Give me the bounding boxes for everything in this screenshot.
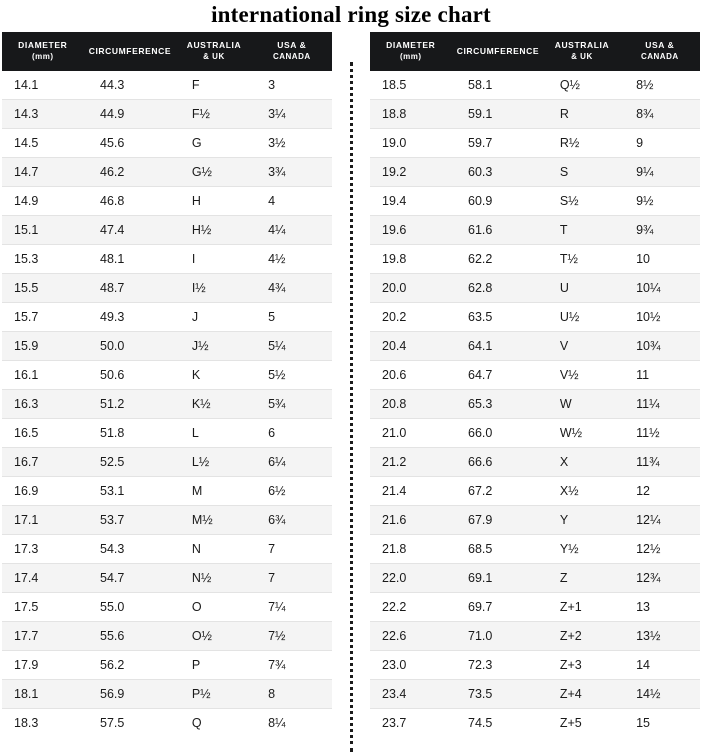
cell-diameter: 23.7 xyxy=(370,709,452,738)
cell-diameter: 16.5 xyxy=(2,419,84,448)
right-table-head xyxy=(370,32,700,71)
cell-diameter: 21.4 xyxy=(370,477,452,506)
cell-circumference: 69.7 xyxy=(452,593,544,622)
table-row xyxy=(370,187,700,216)
cell-australia-uk: G xyxy=(176,129,252,158)
page-title: international ring size chart xyxy=(211,2,491,27)
table-row xyxy=(2,564,332,593)
cell-diameter: 22.2 xyxy=(370,593,452,622)
cell-usa-canada: 9½ xyxy=(620,187,699,216)
cell-circumference: 50.0 xyxy=(84,332,176,361)
cell-usa-canada: 10½ xyxy=(620,303,699,332)
cell-circumference: 46.2 xyxy=(84,158,176,187)
cell-diameter: 19.0 xyxy=(370,129,452,158)
cell-diameter: 20.2 xyxy=(370,303,452,332)
cell-diameter: 16.3 xyxy=(2,390,84,419)
table-row xyxy=(370,535,700,564)
column-header-diameter xyxy=(2,32,84,71)
table-row xyxy=(370,680,700,709)
cell-circumference: 66.0 xyxy=(452,419,544,448)
table-row xyxy=(2,187,332,216)
cell-australia-uk: I xyxy=(176,245,252,274)
table-row xyxy=(370,651,700,680)
left-table-head xyxy=(2,32,332,71)
table-row xyxy=(370,361,700,390)
cell-diameter: 15.9 xyxy=(2,332,84,361)
cell-australia-uk: S½ xyxy=(544,187,620,216)
table-row xyxy=(2,361,332,390)
column-header-circumference xyxy=(84,32,176,71)
cell-australia-uk: W xyxy=(544,390,620,419)
right-size-table xyxy=(370,32,700,737)
cell-circumference: 45.6 xyxy=(84,129,176,158)
cell-usa-canada: 8½ xyxy=(620,71,699,100)
cell-circumference: 59.1 xyxy=(452,100,544,129)
cell-diameter: 17.1 xyxy=(2,506,84,535)
cell-usa-canada: 11¼ xyxy=(620,390,699,419)
table-row xyxy=(370,245,700,274)
cell-diameter: 15.7 xyxy=(2,303,84,332)
cell-diameter: 14.1 xyxy=(2,71,84,100)
table-row xyxy=(370,71,700,100)
cell-circumference: 54.3 xyxy=(84,535,176,564)
cell-usa-canada: 7¼ xyxy=(252,593,331,622)
cell-usa-canada: 12¼ xyxy=(620,506,699,535)
cell-usa-canada: 7 xyxy=(252,535,331,564)
column-header-circumference-label: CIRCUMFERENCE xyxy=(456,45,540,56)
cell-usa-canada: 7¾ xyxy=(252,651,331,680)
table-row xyxy=(2,100,332,129)
cell-australia-uk: R½ xyxy=(544,129,620,158)
cell-usa-canada: 9¾ xyxy=(620,216,699,245)
cell-australia-uk: J½ xyxy=(176,332,252,361)
cell-usa-canada: 8¼ xyxy=(252,709,331,738)
cell-circumference: 62.2 xyxy=(452,245,544,274)
cell-diameter: 17.3 xyxy=(2,535,84,564)
table-header-row xyxy=(2,32,332,71)
table-row xyxy=(370,709,700,738)
cell-usa-canada: 9¼ xyxy=(620,158,699,187)
cell-diameter: 14.3 xyxy=(2,100,84,129)
column-header-circumference xyxy=(452,32,544,71)
table-row xyxy=(2,390,332,419)
cell-diameter: 20.4 xyxy=(370,332,452,361)
left-size-table xyxy=(2,32,332,737)
cell-circumference: 68.5 xyxy=(452,535,544,564)
column-header-diameter-unit: (mm) xyxy=(399,52,422,61)
table-row xyxy=(2,419,332,448)
cell-circumference: 71.0 xyxy=(452,622,544,651)
column-header-canada-label: CANADA xyxy=(272,52,311,61)
cell-circumference: 56.2 xyxy=(84,651,176,680)
table-row xyxy=(2,303,332,332)
cell-australia-uk: I½ xyxy=(176,274,252,303)
cell-diameter: 19.8 xyxy=(370,245,452,274)
cell-australia-uk: V xyxy=(544,332,620,361)
cell-circumference: 60.9 xyxy=(452,187,544,216)
cell-australia-uk: O xyxy=(176,593,252,622)
table-row xyxy=(2,622,332,651)
cell-australia-uk: M½ xyxy=(176,506,252,535)
cell-australia-uk: L xyxy=(176,419,252,448)
cell-usa-canada: 4¼ xyxy=(252,216,331,245)
cell-usa-canada: 5¾ xyxy=(252,390,331,419)
cell-usa-canada: 7½ xyxy=(252,622,331,651)
table-row xyxy=(370,303,700,332)
column-header-australia-label: AUSTRALIA xyxy=(186,40,242,50)
table-row xyxy=(370,419,700,448)
dotted-line xyxy=(350,62,353,752)
cell-australia-uk: N½ xyxy=(176,564,252,593)
cell-australia-uk: X xyxy=(544,448,620,477)
cell-circumference: 51.8 xyxy=(84,419,176,448)
table-row xyxy=(370,129,700,158)
cell-circumference: 52.5 xyxy=(84,448,176,477)
cell-usa-canada: 6¼ xyxy=(252,448,331,477)
cell-circumference: 59.7 xyxy=(452,129,544,158)
column-header-circumference-label: CIRCUMFERENCE xyxy=(88,45,172,56)
cell-australia-uk: L½ xyxy=(176,448,252,477)
table-row xyxy=(2,651,332,680)
cell-circumference: 48.1 xyxy=(84,245,176,274)
cell-diameter: 14.5 xyxy=(2,129,84,158)
cell-diameter: 23.0 xyxy=(370,651,452,680)
cell-circumference: 73.5 xyxy=(452,680,544,709)
cell-australia-uk: O½ xyxy=(176,622,252,651)
cell-diameter: 17.7 xyxy=(2,622,84,651)
cell-usa-canada: 8 xyxy=(252,680,331,709)
right-table-wrapper xyxy=(370,32,700,737)
cell-usa-canada: 13 xyxy=(620,593,699,622)
cell-australia-uk: F½ xyxy=(176,100,252,129)
cell-diameter: 15.1 xyxy=(2,216,84,245)
cell-australia-uk: J xyxy=(176,303,252,332)
cell-circumference: 60.3 xyxy=(452,158,544,187)
table-row xyxy=(2,71,332,100)
cell-australia-uk: Z xyxy=(544,564,620,593)
cell-circumference: 64.1 xyxy=(452,332,544,361)
cell-usa-canada: 11 xyxy=(620,361,699,390)
cell-circumference: 46.8 xyxy=(84,187,176,216)
cell-diameter: 14.7 xyxy=(2,158,84,187)
cell-australia-uk: H xyxy=(176,187,252,216)
table-row xyxy=(370,216,700,245)
cell-australia-uk: S xyxy=(544,158,620,187)
cell-diameter: 17.4 xyxy=(2,564,84,593)
cell-usa-canada: 12 xyxy=(620,477,699,506)
cell-diameter: 18.8 xyxy=(370,100,452,129)
table-row xyxy=(370,622,700,651)
cell-diameter: 15.3 xyxy=(2,245,84,274)
tables-container xyxy=(0,32,702,752)
cell-diameter: 14.9 xyxy=(2,187,84,216)
cell-diameter: 21.0 xyxy=(370,419,452,448)
cell-diameter: 20.6 xyxy=(370,361,452,390)
table-row xyxy=(370,448,700,477)
cell-australia-uk: Y½ xyxy=(544,535,620,564)
table-row xyxy=(370,158,700,187)
table-row xyxy=(2,680,332,709)
vertical-divider xyxy=(347,32,355,752)
table-row xyxy=(2,158,332,187)
cell-diameter: 21.2 xyxy=(370,448,452,477)
cell-circumference: 48.7 xyxy=(84,274,176,303)
table-row xyxy=(2,593,332,622)
table-row xyxy=(370,506,700,535)
cell-circumference: 53.1 xyxy=(84,477,176,506)
cell-diameter: 15.5 xyxy=(2,274,84,303)
cell-australia-uk: H½ xyxy=(176,216,252,245)
cell-circumference: 72.3 xyxy=(452,651,544,680)
cell-usa-canada: 10 xyxy=(620,245,699,274)
column-header-uk-label: & UK xyxy=(571,52,593,61)
column-header-usa-label: USA & xyxy=(277,40,307,50)
cell-circumference: 56.9 xyxy=(84,680,176,709)
cell-usa-canada: 13½ xyxy=(620,622,699,651)
cell-circumference: 55.0 xyxy=(84,593,176,622)
cell-australia-uk: N xyxy=(176,535,252,564)
column-header-uk-label: & UK xyxy=(203,52,225,61)
cell-circumference: 64.7 xyxy=(452,361,544,390)
cell-australia-uk: X½ xyxy=(544,477,620,506)
cell-australia-uk: Z+4 xyxy=(544,680,620,709)
cell-diameter: 22.6 xyxy=(370,622,452,651)
cell-diameter: 17.5 xyxy=(2,593,84,622)
cell-usa-canada: 6¾ xyxy=(252,506,331,535)
cell-usa-canada: 4¾ xyxy=(252,274,331,303)
column-header-diameter-label: DIAMETER xyxy=(386,40,436,50)
cell-australia-uk: R xyxy=(544,100,620,129)
column-header-australia-uk xyxy=(176,32,252,71)
table-row xyxy=(2,477,332,506)
cell-australia-uk: P½ xyxy=(176,680,252,709)
cell-australia-uk: Z+1 xyxy=(544,593,620,622)
column-header-diameter xyxy=(370,32,452,71)
table-row xyxy=(2,506,332,535)
cell-usa-canada: 3¼ xyxy=(252,100,331,129)
cell-usa-canada: 7 xyxy=(252,564,331,593)
cell-australia-uk: K xyxy=(176,361,252,390)
column-header-diameter-label: DIAMETER xyxy=(18,40,68,50)
cell-usa-canada: 12¾ xyxy=(620,564,699,593)
table-row xyxy=(370,332,700,361)
table-row xyxy=(2,245,332,274)
cell-diameter: 18.1 xyxy=(2,680,84,709)
cell-diameter: 16.1 xyxy=(2,361,84,390)
cell-circumference: 54.7 xyxy=(84,564,176,593)
cell-usa-canada: 14 xyxy=(620,651,699,680)
cell-usa-canada: 4 xyxy=(252,187,331,216)
cell-circumference: 51.2 xyxy=(84,390,176,419)
cell-usa-canada: 6 xyxy=(252,419,331,448)
cell-diameter: 19.6 xyxy=(370,216,452,245)
cell-usa-canada: 3 xyxy=(252,71,331,100)
cell-circumference: 66.6 xyxy=(452,448,544,477)
cell-circumference: 65.3 xyxy=(452,390,544,419)
table-row xyxy=(2,274,332,303)
cell-australia-uk: Z+5 xyxy=(544,709,620,738)
cell-usa-canada: 11½ xyxy=(620,419,699,448)
cell-circumference: 67.2 xyxy=(452,477,544,506)
cell-circumference: 50.6 xyxy=(84,361,176,390)
cell-diameter: 18.3 xyxy=(2,709,84,738)
cell-circumference: 49.3 xyxy=(84,303,176,332)
cell-diameter: 18.5 xyxy=(370,71,452,100)
table-header-row xyxy=(370,32,700,71)
cell-circumference: 57.5 xyxy=(84,709,176,738)
cell-circumference: 44.3 xyxy=(84,71,176,100)
table-row xyxy=(370,390,700,419)
cell-australia-uk: K½ xyxy=(176,390,252,419)
cell-diameter: 16.7 xyxy=(2,448,84,477)
cell-usa-canada: 10¼ xyxy=(620,274,699,303)
cell-diameter: 19.2 xyxy=(370,158,452,187)
table-row xyxy=(370,477,700,506)
column-header-usa-canada xyxy=(252,32,331,71)
cell-circumference: 53.7 xyxy=(84,506,176,535)
column-header-diameter-unit: (mm) xyxy=(31,52,54,61)
table-row xyxy=(2,535,332,564)
cell-diameter: 16.9 xyxy=(2,477,84,506)
cell-usa-canada: 6½ xyxy=(252,477,331,506)
cell-circumference: 58.1 xyxy=(452,71,544,100)
table-row xyxy=(2,129,332,158)
cell-usa-canada: 5¼ xyxy=(252,332,331,361)
table-row xyxy=(370,100,700,129)
cell-australia-uk: F xyxy=(176,71,252,100)
column-header-australia-label: AUSTRALIA xyxy=(554,40,610,50)
cell-australia-uk: U½ xyxy=(544,303,620,332)
cell-australia-uk: P xyxy=(176,651,252,680)
cell-australia-uk: G½ xyxy=(176,158,252,187)
cell-australia-uk: W½ xyxy=(544,419,620,448)
table-row xyxy=(2,332,332,361)
table-row xyxy=(2,216,332,245)
cell-usa-canada: 8¾ xyxy=(620,100,699,129)
cell-diameter: 22.0 xyxy=(370,564,452,593)
column-header-usa-label: USA & xyxy=(645,40,675,50)
table-row xyxy=(2,448,332,477)
cell-usa-canada: 9 xyxy=(620,129,699,158)
cell-usa-canada: 10¾ xyxy=(620,332,699,361)
cell-usa-canada: 15 xyxy=(620,709,699,738)
cell-australia-uk: T xyxy=(544,216,620,245)
cell-diameter: 19.4 xyxy=(370,187,452,216)
table-row xyxy=(370,564,700,593)
cell-diameter: 21.8 xyxy=(370,535,452,564)
cell-australia-uk: T½ xyxy=(544,245,620,274)
cell-circumference: 61.6 xyxy=(452,216,544,245)
cell-usa-canada: 3½ xyxy=(252,129,331,158)
cell-usa-canada: 3¾ xyxy=(252,158,331,187)
cell-diameter: 17.9 xyxy=(2,651,84,680)
left-table-body xyxy=(2,71,332,737)
cell-circumference: 55.6 xyxy=(84,622,176,651)
cell-diameter: 21.6 xyxy=(370,506,452,535)
table-row xyxy=(370,274,700,303)
column-header-usa-canada xyxy=(620,32,699,71)
cell-australia-uk: U xyxy=(544,274,620,303)
cell-australia-uk: Y xyxy=(544,506,620,535)
cell-australia-uk: Z+3 xyxy=(544,651,620,680)
cell-usa-canada: 4½ xyxy=(252,245,331,274)
cell-circumference: 63.5 xyxy=(452,303,544,332)
cell-circumference: 67.9 xyxy=(452,506,544,535)
column-header-canada-label: CANADA xyxy=(640,52,679,61)
right-table-body xyxy=(370,71,700,737)
cell-circumference: 44.9 xyxy=(84,100,176,129)
left-table-wrapper xyxy=(2,32,332,737)
cell-australia-uk: Z+2 xyxy=(544,622,620,651)
cell-usa-canada: 12½ xyxy=(620,535,699,564)
cell-usa-canada: 5 xyxy=(252,303,331,332)
cell-usa-canada: 5½ xyxy=(252,361,331,390)
column-header-australia-uk xyxy=(544,32,620,71)
cell-usa-canada: 11¾ xyxy=(620,448,699,477)
cell-diameter: 20.0 xyxy=(370,274,452,303)
table-row xyxy=(2,709,332,738)
cell-circumference: 69.1 xyxy=(452,564,544,593)
cell-diameter: 20.8 xyxy=(370,390,452,419)
cell-australia-uk: M xyxy=(176,477,252,506)
cell-usa-canada: 14½ xyxy=(620,680,699,709)
cell-circumference: 74.5 xyxy=(452,709,544,738)
cell-australia-uk: Q½ xyxy=(544,71,620,100)
table-row xyxy=(370,593,700,622)
cell-australia-uk: V½ xyxy=(544,361,620,390)
cell-diameter: 23.4 xyxy=(370,680,452,709)
cell-circumference: 62.8 xyxy=(452,274,544,303)
cell-australia-uk: Q xyxy=(176,709,252,738)
cell-circumference: 47.4 xyxy=(84,216,176,245)
